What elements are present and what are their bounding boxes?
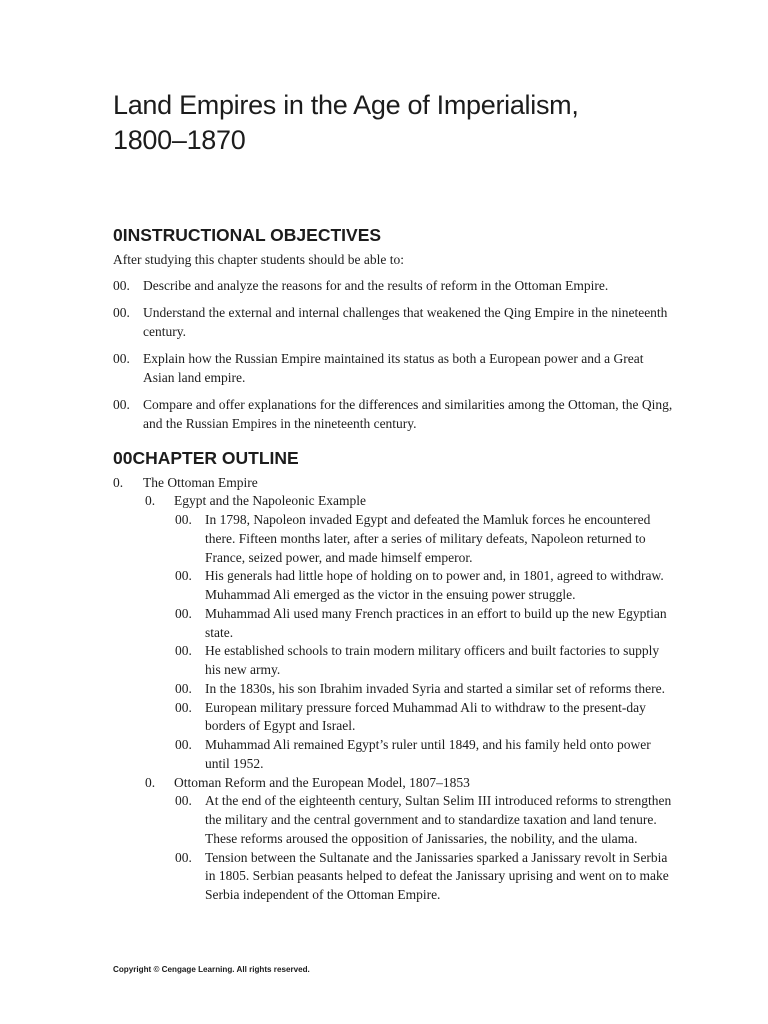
outline-section-row — [113, 474, 671, 493]
objective-line: Understand the external and internal challenges that weakened the Qing Empire in the nineteenth — [143, 304, 668, 320]
outline-point-text — [205, 642, 671, 680]
objectives-list — [113, 276, 672, 441]
chapter-title — [113, 88, 579, 158]
outline-point-text — [205, 849, 671, 905]
outline-point-line: Muhammad Ali emerged as the victor in the ensuing power struggle. — [205, 587, 576, 603]
outline-subsection-marker: 0. — [145, 493, 156, 509]
chapter-title-dates: 1800–1870 — [113, 125, 246, 155]
outline-point-line: the military and the central government and to standardize taxation and land tenure. — [205, 812, 657, 828]
outline-point-marker: 00. — [175, 512, 192, 528]
outline-point-line: In the 1830s, his son Ibrahim invaded Syria and started a similar set of reforms there. — [205, 680, 666, 696]
outline-point-marker: 00. — [175, 793, 192, 809]
objective-line: and the Russian Empires in the nineteenth century. — [143, 415, 417, 431]
outline-point-line: his new army. — [205, 662, 281, 678]
objective-marker: 00. — [113, 396, 130, 412]
objective-line: Asian land empire. — [143, 369, 246, 385]
outline-point-marker: 00. — [175, 643, 192, 659]
outline-point-text — [205, 511, 671, 567]
outline-subsection-row — [113, 774, 671, 793]
outline-point — [113, 567, 671, 605]
outline-point-marker: 00. — [175, 605, 192, 621]
outline-point-line: France, seized power, and made himself emperor. — [205, 549, 473, 565]
outline-subsection — [113, 492, 671, 773]
outline-point-text — [205, 680, 671, 699]
outline-section-marker: 0. — [113, 474, 124, 490]
outline-point-line: until 1952. — [205, 755, 264, 771]
outline-section-label: The Ottoman Empire — [143, 474, 258, 490]
outline-point-line: state. — [205, 624, 234, 640]
outline-point-line: Tension between the Sultanate and the Janissaries sparked a Janissary revolt in Serbia — [205, 849, 668, 865]
copyright-footer: Copyright © Cengage Learning. All rights reserved. — [113, 965, 310, 974]
objective-marker: 00. — [113, 350, 130, 366]
objective-item — [113, 303, 672, 341]
outline-subsection-text — [174, 774, 671, 793]
outline-point-text — [205, 567, 671, 605]
outline-point-line: European military pressure forced Muhammad Ali to withdraw to the present-day — [205, 699, 646, 715]
outline-point-marker: 00. — [175, 699, 192, 715]
objective-item — [113, 349, 672, 387]
objective-line: Compare and offer explanations for the differences and similarities among the Ottoman, the Qing, — [143, 396, 673, 412]
objective-marker: 00. — [113, 277, 130, 293]
outline-point-line: Serbia independent of the Ottoman Empire. — [205, 887, 441, 903]
outline-point-line: in 1805. Serbian peasants helped to defeat the Janissary uprising and went on to make — [205, 868, 669, 884]
outline-subsection-label: Egypt and the Napoleonic Example — [174, 493, 366, 509]
objective-line: century. — [143, 323, 186, 339]
outline-point-marker: 00. — [175, 680, 192, 696]
outline-point-marker: 00. — [175, 849, 192, 865]
objective-marker: 00. — [113, 304, 130, 320]
chapter-outline — [113, 474, 671, 905]
outline-point — [113, 642, 671, 680]
outline-section — [113, 474, 671, 905]
objective-line: Explain how the Russian Empire maintained its status as both a European power and a Great — [143, 350, 644, 366]
outline-subsection-row — [113, 492, 671, 511]
outline-point — [113, 849, 671, 905]
outline-point — [113, 680, 671, 699]
outline-point-marker: 00. — [175, 568, 192, 584]
objective-text — [143, 349, 672, 387]
chapter-title-line: Land Empires in the Age of Imperialism, — [113, 90, 579, 120]
outline-subsection-marker: 0. — [145, 774, 156, 790]
objective-text — [143, 395, 672, 433]
outline-heading: 00CHAPTER OUTLINE — [113, 448, 299, 468]
objective-line: Describe and analyze the reasons for and the results of reform in the Ottoman Empire. — [143, 277, 609, 293]
outline-point — [113, 511, 671, 567]
outline-point — [113, 699, 671, 737]
objective-item — [113, 395, 672, 433]
objectives-heading: 0INSTRUCTIONAL OBJECTIVES — [113, 225, 382, 245]
outline-point — [113, 792, 671, 848]
outline-point-line: At the end of the eighteenth century, Sultan Selim III introduced reforms to strengthen — [205, 793, 672, 809]
outline-point-text — [205, 792, 671, 848]
objective-text — [143, 303, 672, 341]
outline-subsection-label: Ottoman Reform and the European Model, 1807–1853 — [174, 774, 470, 790]
outline-point-line: there. Fifteen months later, after a series of military defeats, Napoleon returned to — [205, 530, 646, 546]
outline-point-line: His generals had little hope of holding on to power and, in 1801, agreed to withdraw. — [205, 568, 664, 584]
outline-point — [113, 736, 671, 774]
outline-subsection — [113, 774, 671, 905]
objective-item — [113, 276, 672, 295]
outline-point-text — [205, 699, 671, 737]
outline-point-line: Muhammad Ali used many French practices in an effort to build up the new Egyptian — [205, 605, 667, 621]
outline-section-text — [143, 474, 671, 493]
outline-point-line: In 1798, Napoleon invaded Egypt and defeated the Mamluk forces he encountered — [205, 512, 651, 528]
outline-point-text — [205, 736, 671, 774]
objectives-intro: After studying this chapter students should be able to: — [113, 251, 404, 267]
outline-point-text — [205, 605, 671, 643]
outline-subsection-text — [174, 492, 671, 511]
objective-text — [143, 276, 672, 295]
outline-point — [113, 605, 671, 643]
outline-point-line: He established schools to train modern military officers and built factories to supply — [205, 643, 660, 659]
outline-point-line: These reforms aroused the opposition of Janissaries, the nobility, and the ulama. — [205, 830, 638, 846]
outline-point-marker: 00. — [175, 737, 192, 753]
outline-point-line: borders of Egypt and Israel. — [205, 718, 356, 734]
outline-point-line: Muhammad Ali remained Egypt’s ruler until 1849, and his family held onto power — [205, 737, 651, 753]
